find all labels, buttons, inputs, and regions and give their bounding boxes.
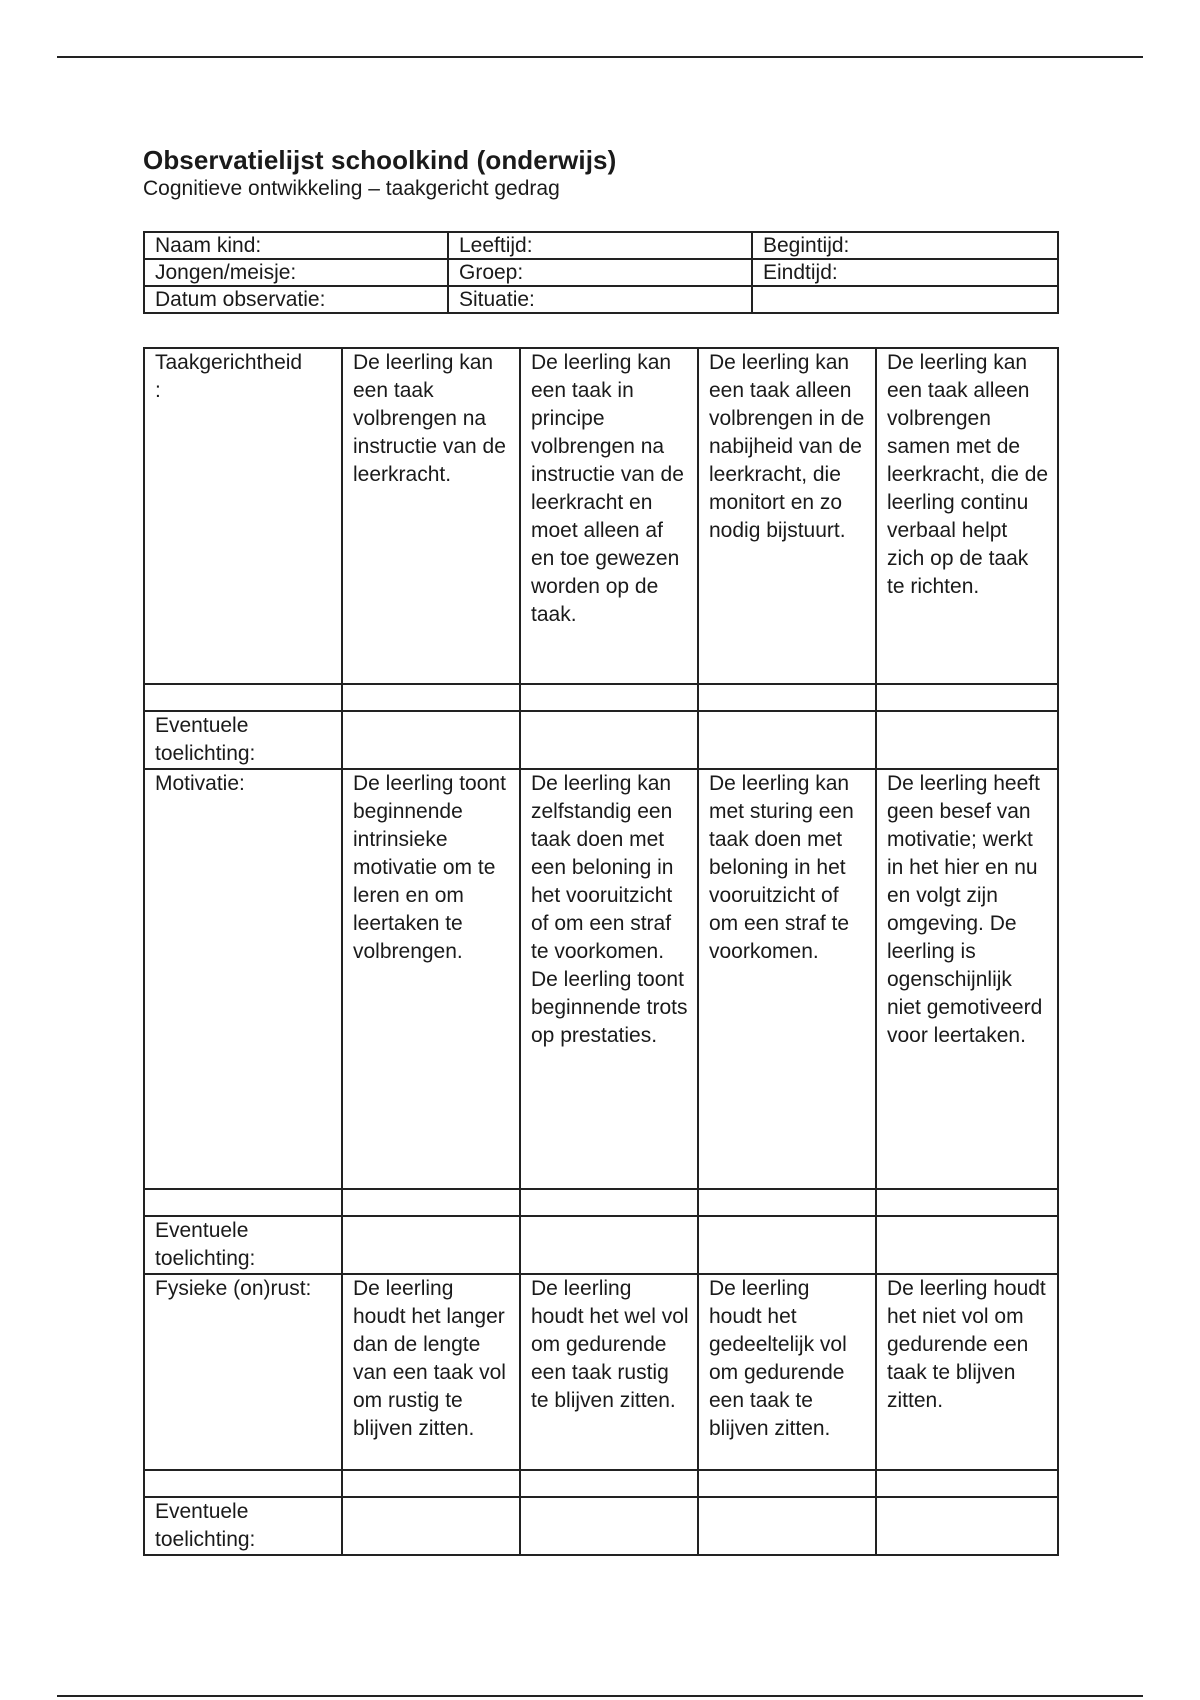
score-cell[interactable] [876,684,1058,711]
score-cell[interactable] [520,1470,698,1497]
note-cell[interactable] [520,711,698,769]
note-cell[interactable] [876,1497,1058,1555]
criterion-row-fysieke-onrust [144,1274,1058,1470]
note-label: Eventuele toelichting: [144,1497,342,1555]
score-cell[interactable] [342,1470,520,1497]
score-cell[interactable] [520,684,698,711]
field-eindtijd: Eindtijd: [752,259,1058,286]
note-cell[interactable] [698,1216,876,1274]
table-row [144,259,1058,286]
score-row [144,1470,1058,1497]
note-cell[interactable] [698,711,876,769]
field-begintijd: Begintijd: [752,232,1058,259]
note-cell[interactable] [342,1216,520,1274]
level-1-description: De leerling kan een taak volbrengen na instructie van de leerkracht. [342,348,520,684]
note-cell[interactable] [342,1497,520,1555]
level-4-description: De leerling heeft geen besef van motivatie; werkt in het hier en nu en volgt zijn omgeving. De leerling is ogenschijnlijk niet gemotiveerd voor leertaken. [876,769,1058,1189]
page-bottom-rule [57,1695,1143,1697]
score-cell[interactable] [876,1470,1058,1497]
score-cell[interactable] [698,684,876,711]
level-2-description: De leerling kan een taak in principe volbrengen na instructie van de leerkracht en moet alleen af en toe gewezen worden op de taak. [520,348,698,684]
page-subtitle: Cognitieve ontwikkeling – taakgericht gedrag [143,177,560,200]
score-cell[interactable] [698,1470,876,1497]
note-cell[interactable] [520,1497,698,1555]
note-row [144,1497,1058,1555]
score-cell[interactable] [520,1189,698,1216]
criterion-row-motivatie [144,769,1058,1189]
page-top-rule [57,56,1143,58]
note-cell[interactable] [520,1216,698,1274]
table-row [144,232,1058,259]
criterion-row-taakgerichtheid [144,348,1058,684]
score-cell[interactable] [698,1189,876,1216]
note-label: Eventuele toelichting: [144,1216,342,1274]
field-jongen-meisje: Jongen/meisje: [144,259,448,286]
level-1-description: De leerling houdt het langer dan de lengte van een taak vol om rustig te blijven zitten. [342,1274,520,1470]
note-cell[interactable] [876,711,1058,769]
level-3-description: De leerling houdt het gedeeltelijk vol om gedurende een taak te blijven zitten. [698,1274,876,1470]
note-cell[interactable] [876,1216,1058,1274]
level-1-description: De leerling toont beginnende intrinsieke motivatie om te leren en om leertaken te volbrengen. [342,769,520,1189]
field-groep: Groep: [448,259,752,286]
score-cell[interactable] [876,1189,1058,1216]
field-datum-observatie: Datum observatie: [144,286,448,313]
observation-table [143,347,1059,1556]
table-row [144,286,1058,313]
score-row [144,1189,1058,1216]
level-4-description: De leerling houdt het niet vol om gedurende een taak te blijven zitten. [876,1274,1058,1470]
score-cell[interactable] [144,1470,342,1497]
score-cell[interactable] [342,1189,520,1216]
child-info-table [143,231,1059,314]
field-name-kind: Naam kind: [144,232,448,259]
level-2-description: De leerling houdt het wel vol om gedurende een taak rustig te blijven zitten. [520,1274,698,1470]
note-label: Eventuele toelichting: [144,711,342,769]
page-title: Observatielijst schoolkind (onderwijs) [143,145,617,175]
criterion-label: Fysieke (on)rust: [144,1274,342,1470]
field-leeftijd: Leeftijd: [448,232,752,259]
note-cell[interactable] [698,1497,876,1555]
score-cell[interactable] [342,684,520,711]
level-3-description: De leerling kan een taak alleen volbrengen in de nabijheid van de leerkracht, die monitort en zo nodig bijstuurt. [698,348,876,684]
criterion-label: Motivatie: [144,769,342,1189]
level-4-description: De leerling kan een taak alleen volbrengen samen met de leerkracht, die de leerling continu verbaal helpt zich op de taak te richten. [876,348,1058,684]
score-row [144,684,1058,711]
level-3-description: De leerling kan met sturing een taak doen met beloning in het vooruitzicht of om een straf te voorkomen. [698,769,876,1189]
score-cell[interactable] [144,684,342,711]
level-2-description: De leerling kan zelfstandig een taak doen met een beloning in het vooruitzicht of om een straf te voorkomen. De leerling toont beginnende trots op prestaties. [520,769,698,1189]
score-cell[interactable] [144,1189,342,1216]
note-cell[interactable] [342,711,520,769]
note-row [144,1216,1058,1274]
note-row [144,711,1058,769]
field-empty [752,286,1058,313]
field-situatie: Situatie: [448,286,752,313]
criterion-label: Taakgerichtheid : [144,348,342,684]
